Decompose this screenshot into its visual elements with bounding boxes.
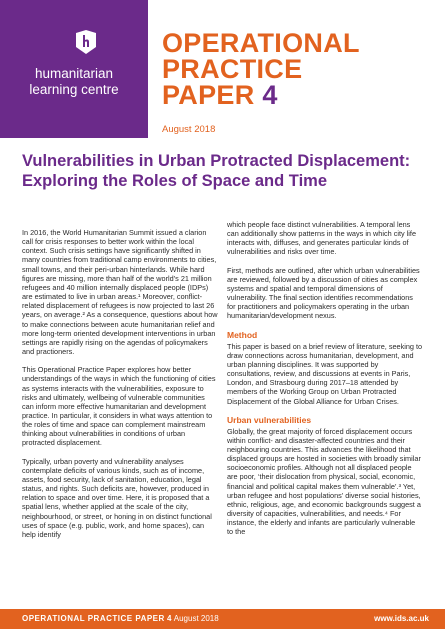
paragraph: which people face distinct vulnerabilities. A temporal lens can additionally show patterns in the ways in which city life interacts with, diffuses, and generates particular kinds of vulnerabilities and risks over time.: [227, 220, 417, 257]
right-column: [227, 220, 423, 546]
paper-title-line1: OPERATIONAL: [162, 28, 360, 58]
paper-series-title: [162, 30, 360, 108]
footer-series-number: 4: [167, 614, 172, 623]
footer-series-label: OPERATIONAL PRACTICE PAPER: [22, 614, 165, 623]
section-heading-urban-vulnerabilities: Urban vulnerabilities: [227, 414, 312, 425]
footer-url-link[interactable]: www.ids.ac.uk: [374, 614, 429, 623]
paragraph: This Operational Practice Paper explores how better understandings of the ways in which the functioning of cities as systems interacts with the vulnerabilities, exposure to risks and ultimately, wellbeing of vulnerable communities can inform more effective humanitarian and development practice. In particular, it considers in what ways attention to the roles of time and space can complement mainstream thinking about vulnerabilities in conditions of urban protracted displacement.: [22, 365, 216, 448]
left-column: [22, 228, 218, 548]
paragraph: In 2016, the World Humanitarian Summit issued a clarion call for crisis responses to better work within the local context. Such crisis settings have significantly shifted in many countries from traditional camp environments to cities, small towns, and their peri-urban hinterlands. While hard figures are missing, more than half of the world’s 21 million refugees and 40 million internally displaced people (IDPs) are estimated to live in urban areas.¹ Moreover, conflict-related displacement of refugees is now projected to last 26 years, on average.² As a consequence, questions about how to make connections between acute humanitarian relief and more long-term oriented development interventions in urban settings are rapidly rising on the agendas of policymakers and practioners.: [22, 228, 218, 357]
paper-number: 4: [262, 80, 278, 110]
paragraph: First, methods are outlined, after which urban vulnerabilities are reviewed, followed by a discussion of cities as complex systems and spatial and temporal dimensions of vulnerability. The final section identifies recommendations for practitioners and policymakers operating in the urban humanitarian/development nexus.: [227, 265, 420, 321]
publication-date: August 2018: [162, 124, 216, 135]
paper-title-line2: PRACTICE: [162, 54, 303, 84]
paper-title-line3: PAPER: [162, 80, 255, 110]
paragraph: This paper is based on a brief review of literature, seeking to draw connections across humanitarian, development, and urban planning disciplines. It was supported by consultations, review, and discussions at events in Paris, London, and Strasbourg during 2017–18 attended by members of the Working Group on Urban Protracted Displacement of the Global Alliance for Urban Crises.: [227, 341, 423, 406]
hlc-logo: [0, 0, 148, 138]
section-heading-method: Method: [227, 329, 258, 340]
paragraph: Typically, urban poverty and vulnerability analyses contemplate deficits of various kinds, such as of income, assets, food security, lack of sanitation, education, legal status, and rights. Such deficits are, however, produced in relation to space and over time. Here, it is proposed that a spatial lens, whether applied at the scale of the city, neighbourhood, or street, or honing in on distinct functional uses of space (e.g. public, work, and home spaces), can help identify: [22, 456, 212, 539]
logo-text-line2: learning centre: [29, 82, 119, 97]
footer-series: [22, 614, 219, 623]
footer-date: August 2018: [173, 614, 219, 623]
paper-title: Vulnerabilities in Urban Protracted Displacement: Exploring the Roles of Space and Time: [22, 152, 411, 190]
hlc-logo-icon: [76, 30, 96, 54]
logo-text-line1: humanitarian: [34, 66, 114, 81]
page-footer: [0, 609, 445, 629]
paragraph: Globally, the great majority of forced displacement occurs within conflict- and disaster-affected countries and their neighbouring countries. This advances the likelihood that displaced groups are hosted in societies with broadly similar socioeconomic profiles. Although not all displaced people are poor, ‘their dislocation from physical, social, economic, financial and political capital makes them vulnerable’.³ Yet, urban refugee and host populations’ diverse social histories, ethnic, religious, age, and economic backgrounds suggest a diversity of capacities, vulnerabilities, and needs.⁴ For instance, the elderly and infants are particularly vulnerable to the: [227, 426, 421, 537]
